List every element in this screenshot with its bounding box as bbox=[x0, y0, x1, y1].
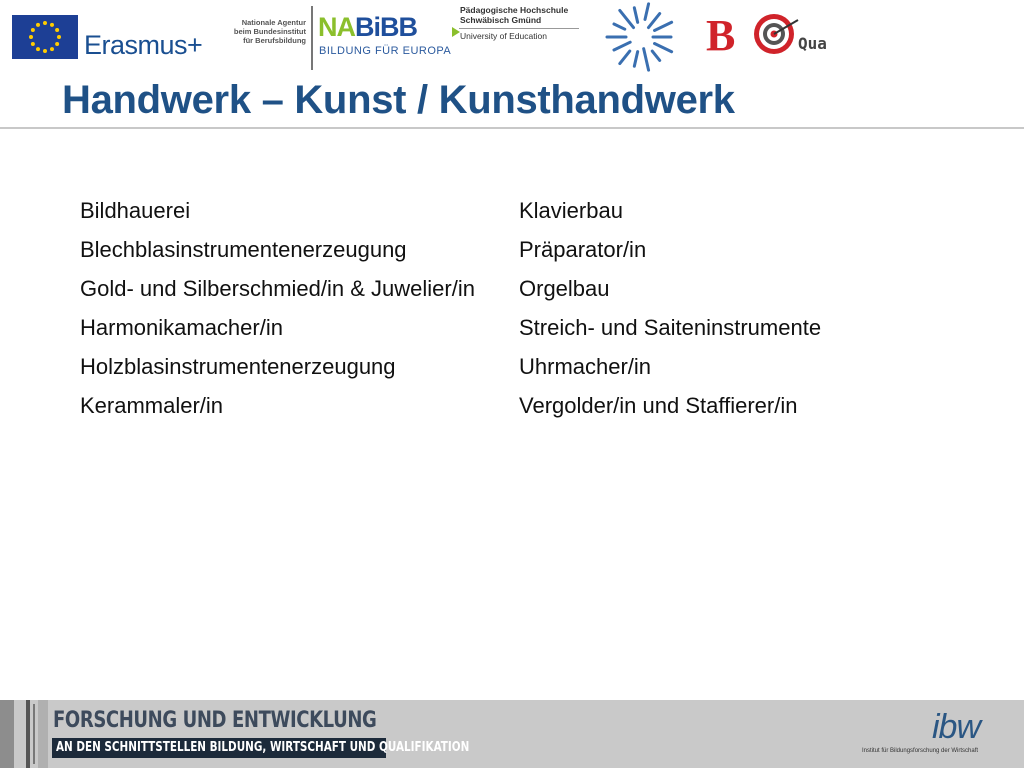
burst-ray bbox=[620, 10, 634, 27]
erasmus-logo-text: Erasmus+ bbox=[84, 30, 203, 60]
list-item: Kerammaler/in bbox=[80, 393, 224, 418]
eu-star-icon bbox=[43, 21, 47, 25]
list-item: Uhrmacher/in bbox=[519, 354, 652, 379]
burst-ray bbox=[648, 14, 659, 28]
nabibb-tagline: BILDUNG FÜR EUROPA bbox=[319, 45, 452, 57]
eu-star-icon bbox=[36, 47, 40, 51]
header-logos bbox=[0, 0, 1024, 78]
eu-star-icon bbox=[36, 23, 40, 27]
eu-star-icon bbox=[55, 42, 59, 46]
list-item: Harmonikamacher/in bbox=[80, 315, 283, 340]
burst-ray bbox=[652, 51, 659, 60]
list-item: Gold- und Silberschmied/in & Juwelier/in bbox=[80, 276, 475, 301]
burst-ray bbox=[634, 8, 637, 23]
burst-ray bbox=[620, 51, 630, 64]
slide-title: Handwerk – Kunst / Kunsthandwerk bbox=[62, 78, 735, 122]
title-divider bbox=[0, 127, 1024, 129]
list-item: Klavierbau bbox=[519, 198, 623, 223]
ibw-logo: ibw bbox=[932, 708, 981, 746]
ph-logo-name: Pädagogische Hochschule Schwäbisch Gmünd bbox=[460, 5, 569, 25]
ph-logo-sub: University of Education bbox=[460, 31, 547, 41]
ph-divider bbox=[459, 28, 579, 29]
list-item: Vergolder/in und Staffierer/in bbox=[519, 393, 798, 418]
list-item: Holzblasinstrumentenerzeugung bbox=[80, 354, 396, 379]
bqua-logo: B Qua bbox=[706, 11, 827, 60]
right-list bbox=[519, 196, 939, 430]
logo-divider bbox=[311, 6, 313, 70]
burst-ray bbox=[645, 4, 649, 20]
eu-star-icon bbox=[50, 23, 54, 27]
eu-star-icon bbox=[50, 47, 54, 51]
target-icon bbox=[748, 12, 802, 56]
list-item: Orgelbau bbox=[519, 276, 610, 301]
ibw-logo-sub: Institut für Bildungsforschung der Wirtschaft bbox=[862, 748, 979, 754]
eu-star-icon bbox=[43, 49, 47, 53]
burst-ray bbox=[655, 22, 672, 30]
burst-logo-icon bbox=[596, 2, 682, 72]
list-item: Blechblasinstrumentenerzeugung bbox=[80, 237, 407, 262]
burst-ray bbox=[644, 49, 649, 70]
burst-ray bbox=[655, 44, 672, 52]
nabibb-logo: NABiBB bbox=[318, 12, 417, 42]
burst-ray bbox=[614, 24, 625, 29]
eu-star-icon bbox=[29, 35, 33, 39]
nationale-agentur-text: Nationale Agentur beim Bundesinstitut für Berufsbildung bbox=[233, 18, 306, 45]
burst-ray bbox=[614, 42, 630, 50]
eu-star-icon bbox=[57, 35, 61, 39]
eu-flag-icon bbox=[12, 15, 78, 59]
list-item: Präparator/in bbox=[519, 237, 647, 262]
eu-star-icon bbox=[31, 28, 35, 32]
eu-star-icon bbox=[55, 28, 59, 32]
list-item: Streich- und Saiteninstrumente bbox=[519, 315, 822, 340]
footer-heading: FORSCHUNG UND ENTWICKLUNG bbox=[53, 708, 377, 733]
eu-star-icon bbox=[31, 42, 35, 46]
list-item: Bildhauerei bbox=[80, 198, 191, 223]
left-list bbox=[80, 196, 480, 430]
burst-ray bbox=[634, 52, 637, 67]
footer-subheading: AN DEN SCHNITTSTELLEN BILDUNG, WIRTSCHAFT UND QUALIFIKATION bbox=[56, 740, 470, 755]
